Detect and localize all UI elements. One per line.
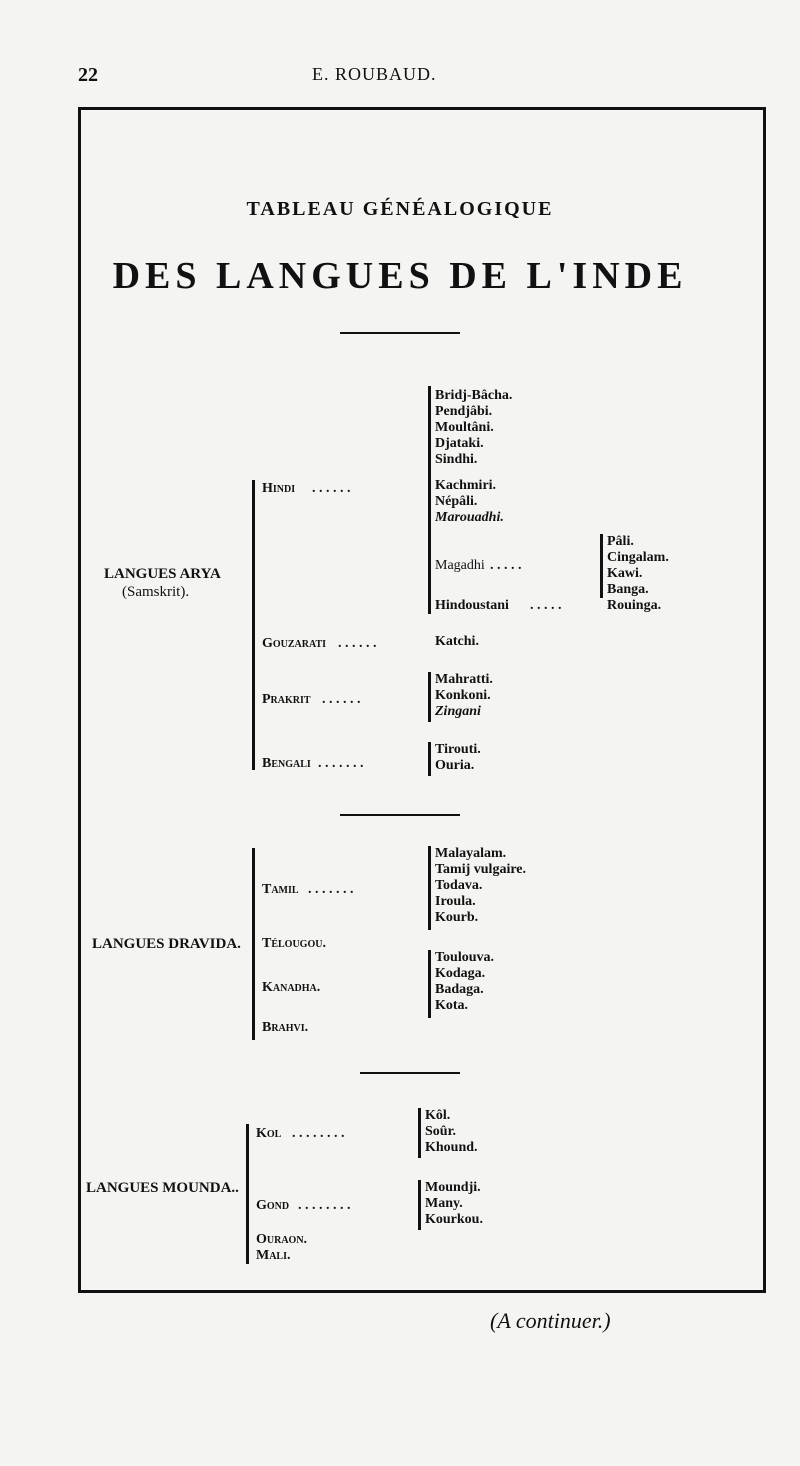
arya-brace	[252, 480, 255, 770]
continuation-note: (A continuer.)	[490, 1308, 611, 1333]
list-item: Djataki.	[435, 436, 484, 451]
magadhi-brace	[600, 534, 603, 598]
title-rule	[340, 332, 460, 334]
list-item: Tamij vulgaire.	[435, 862, 527, 877]
gouzarati-dots: . . . . . .	[338, 636, 377, 651]
kol-brace	[418, 1108, 421, 1158]
list-item: Kourkou.	[425, 1212, 483, 1227]
list-item: Many.	[425, 1196, 463, 1211]
dravida-brace	[252, 848, 255, 1040]
list-item: Pâli.	[607, 534, 634, 549]
hindi-label: Hindi	[262, 481, 296, 496]
list-item: Iroula.	[435, 894, 476, 909]
arya-sub: (Samskrit).	[122, 584, 190, 600]
tamil-label: Tamil	[262, 882, 299, 897]
list-item: Rouinga.	[607, 598, 662, 613]
list-item: Todava.	[435, 878, 483, 893]
ouraon-label: Ouraon.	[256, 1232, 308, 1247]
hindi-brace	[428, 386, 431, 614]
arya-label: LANGUES ARYA	[104, 566, 221, 582]
page-number: 22	[78, 64, 98, 86]
list-item: Kachmiri.	[435, 478, 497, 493]
tamil-dots: . . . . . . .	[308, 882, 354, 897]
list-item: Moultâni.	[435, 420, 494, 435]
prakrit-brace	[428, 672, 431, 722]
prakrit-dots: . . . . . .	[322, 692, 361, 707]
section-rule	[360, 1072, 460, 1074]
mounda-brace	[246, 1124, 249, 1264]
hindi-dots: . . . . . .	[312, 481, 351, 496]
list-item: Khound.	[425, 1140, 478, 1155]
gond-brace	[418, 1180, 421, 1230]
kol-dots: . . . . . . . .	[292, 1126, 345, 1141]
dravida-label: LANGUES DRAVIDA.	[92, 936, 241, 952]
kol-label: Kol	[256, 1126, 282, 1141]
list-item: Zingani	[435, 704, 481, 719]
list-item: Kourb.	[435, 910, 479, 925]
title-line-2: DES LANGUES DE L'INDE	[112, 255, 688, 297]
kanadha-brace	[428, 950, 431, 1018]
gouzarati-label: Gouzarati	[262, 636, 327, 651]
list-item: Katchi.	[435, 634, 479, 649]
list-item: Soûr.	[425, 1124, 457, 1139]
list-item: Kôl.	[425, 1108, 451, 1123]
list-item: Kawi.	[607, 566, 643, 581]
bengali-dots: . . . . . . .	[318, 756, 364, 771]
list-item: Banga.	[607, 582, 649, 597]
list-item: Kodaga.	[435, 966, 486, 981]
brahvi-label: Brahvi.	[262, 1020, 309, 1035]
prakrit-label: Prakrit	[262, 692, 311, 707]
gond-label: Gond	[256, 1198, 290, 1213]
list-item: Toulouva.	[435, 950, 495, 965]
hindoustani-label: Hindoustani	[435, 598, 509, 613]
list-item: Malayalam.	[435, 846, 507, 861]
bengali-brace	[428, 742, 431, 776]
running-head: E. ROUBAUD.	[312, 64, 437, 84]
list-item: Mahratti.	[435, 672, 493, 687]
list-item: Kota.	[435, 998, 469, 1013]
list-item: Bridj-Bâcha.	[435, 388, 513, 403]
list-item: Sindhi.	[435, 452, 478, 467]
hindoustani-dots: . . . . .	[530, 598, 562, 613]
telougou-label: Télougou.	[262, 936, 326, 951]
magadhi-dots: . . . . .	[490, 558, 522, 573]
list-item: Konkoni.	[435, 688, 491, 703]
list-item: Népâli.	[435, 494, 478, 509]
bengali-label: Bengali	[262, 756, 311, 771]
list-item: Cingalam.	[607, 550, 669, 565]
list-item: Pendjâbi.	[435, 404, 493, 419]
magadhi-label: Magadhi	[435, 558, 485, 573]
gond-dots: . . . . . . . .	[298, 1198, 351, 1213]
title-line-1: TABLEAU GÉNÉALOGIQUE	[246, 198, 554, 220]
tamil-brace	[428, 846, 431, 930]
list-item: Marouadhi.	[435, 510, 504, 525]
section-rule	[340, 814, 460, 816]
list-item: Ouria.	[435, 758, 475, 773]
list-item: Badaga.	[435, 982, 484, 997]
list-item: Moundji.	[425, 1180, 481, 1195]
mounda-label: LANGUES MOUNDA..	[86, 1180, 239, 1196]
kanadha-label: Kanadha.	[262, 980, 321, 995]
mali-label: Mali.	[256, 1248, 291, 1263]
list-item: Tirouti.	[435, 742, 481, 757]
